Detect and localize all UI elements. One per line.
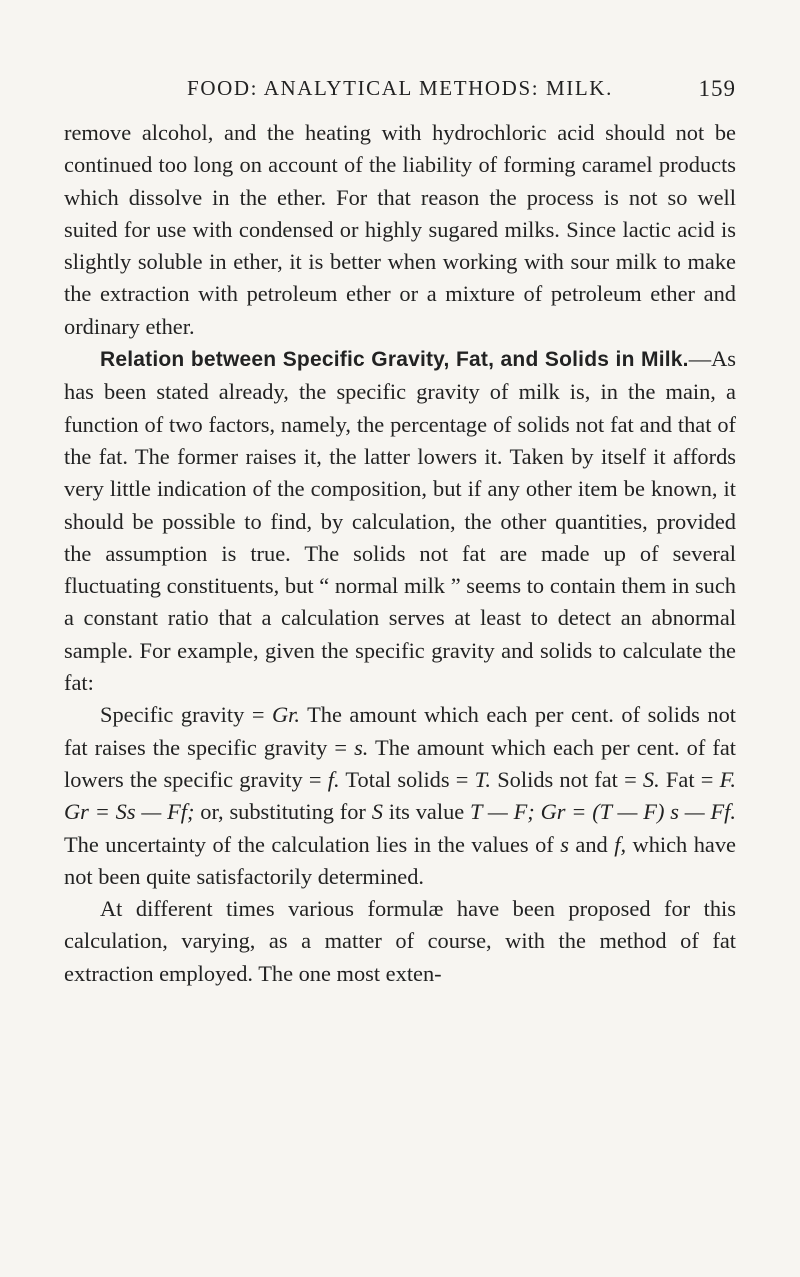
running-head bbox=[64, 76, 736, 108]
text-run: The amount which each per cent. of fat lowers the specific gravity = bbox=[64, 734, 736, 792]
text-run: Total solids = bbox=[339, 766, 475, 792]
symbol-f: f. bbox=[327, 766, 340, 792]
text-run: and bbox=[568, 831, 615, 857]
text-run: which have not been quite satisfactorily determined. bbox=[64, 831, 736, 889]
text-run: its value bbox=[382, 799, 471, 825]
paragraph-text: —As has been stated already, the specific gravity of milk is, in the main, a function of two factors, namely, the percentage of solids not fat and that of the fat. The former raises it, the latter lowers it. Taken by itself it affords very little indication of the composition, but if any other item be known, it should be possible to find, by calculation, the other quantities, provided the assumption is true. The solids not fat are made up of several fluctuating constituents, but “ normal milk ” seems to contain them in such a constant ratio that a calculation serves at least to detect an abnormal sample. For example, given the specific gravity and solids to calculate the fat: bbox=[64, 346, 736, 696]
symbol-s: s bbox=[560, 831, 569, 857]
text-run: The amount which each per cent. of solids not fat raises the specific gravity = bbox=[64, 702, 736, 760]
symbol-f: f, bbox=[614, 831, 627, 857]
text-run: or, substituting for bbox=[194, 799, 372, 825]
body-text bbox=[64, 117, 736, 990]
text-run: Specific gravity = bbox=[100, 702, 272, 728]
symbol-s: s. bbox=[354, 734, 369, 760]
equation-gr: Gr = Ss — Ff; bbox=[64, 799, 195, 825]
symbol-gr: Gr. bbox=[271, 702, 300, 728]
paragraph-alcohol-removal bbox=[64, 117, 736, 343]
section-heading: Relation between Specific Gravity, Fat, and Solids in Milk. bbox=[100, 348, 689, 372]
symbol-s-upper: S. bbox=[642, 766, 660, 792]
paragraph-formulae bbox=[64, 893, 736, 990]
equation-substituted: T — F; Gr = (T — F) s — Ff. bbox=[470, 799, 736, 825]
running-title: FOOD: ANALYTICAL METHODS: MILK. bbox=[187, 76, 613, 100]
symbol-t: T. bbox=[474, 766, 492, 792]
paragraph-text: At different times various formulæ have been proposed for this calculation, varying, as a matter of course, with the method of fat extraction employed. The one most exten- bbox=[64, 896, 736, 986]
paragraph-text: remove alcohol, and the heating with hydrochloric acid should not be continued too long on account of the liability of forming caramel products which dissolve in the ether. For that reason the process is not so well suited for use with condensed or highly sugared milks. Since lactic acid is slightly soluble in ether, it is better when working with sour milk to make the extraction with petroleum ether or a mixture of petroleum ether and ordinary ether. bbox=[64, 120, 736, 339]
text-run: Solids not fat = bbox=[491, 766, 643, 792]
paragraph-formula-definitions bbox=[64, 699, 736, 893]
text-run: The uncertainty of the calculation lies in the values of bbox=[64, 831, 561, 857]
paragraph-specific-gravity-relation bbox=[64, 343, 736, 699]
symbol-s-upper: S bbox=[371, 799, 383, 825]
symbol-f-upper: F. bbox=[719, 766, 736, 792]
page-number: 159 bbox=[698, 76, 736, 101]
text-run: Fat = bbox=[659, 766, 720, 792]
